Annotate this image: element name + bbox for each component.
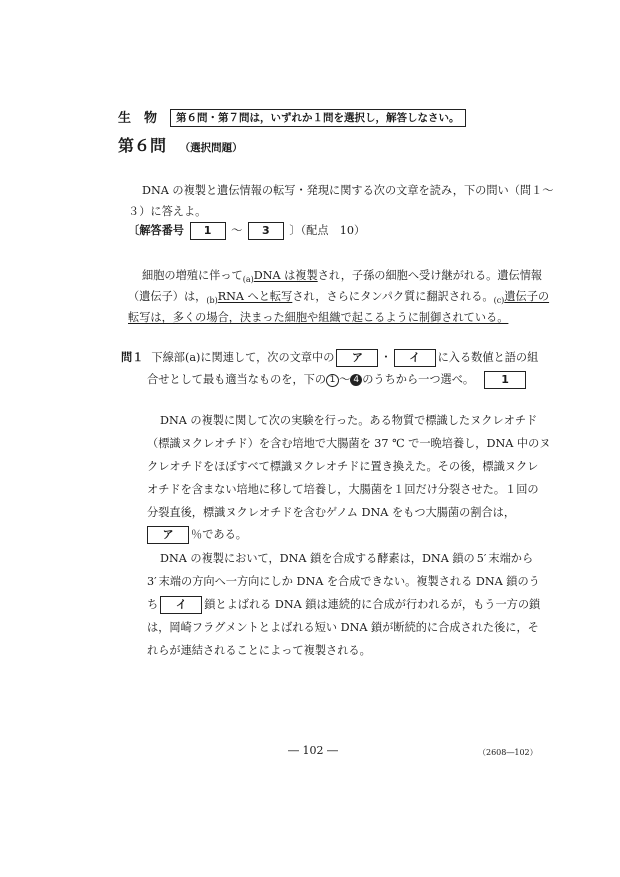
q1-text: に入る数値と語の組 <box>437 351 539 364</box>
q1-line-1 <box>121 349 538 367</box>
question-tag: （選択問題） <box>179 142 243 154</box>
underline-a: DNA は複製 <box>253 269 318 282</box>
passage-text: され，さらにタンパク質に翻訳される。 <box>292 290 494 303</box>
q1-line-2 <box>147 371 528 389</box>
body-text: 末端から <box>488 552 534 565</box>
passage-line-3 <box>128 309 508 325</box>
passage-text: され，子孫の細胞へ受け継がれる。遺伝情報 <box>317 269 543 282</box>
body-p1-line-5: 分裂直後，標識ヌクレオチドを含むゲノム DNA をもつ大腸菌の割合は， <box>147 506 516 519</box>
blank-i-box: イ <box>394 349 436 367</box>
body-p2-line-2 <box>147 573 540 589</box>
answer-range-tilde: ～ <box>231 224 243 237</box>
answer-box-1: 1 <box>190 222 226 240</box>
prime-five: 5′ <box>476 552 487 565</box>
subject-label: 生 物 <box>118 111 158 126</box>
body-p2-line-4: は，岡崎フラグメントとよばれる短い DNA 鎖が断続的に合成された後に，そ <box>147 621 539 634</box>
answer-range-prefix: 〔解答番号 <box>128 223 184 237</box>
body-text: ％である。 <box>191 528 247 541</box>
body-p2-line-3 <box>147 596 540 614</box>
page-number: ― 102 ― <box>288 744 338 757</box>
underline-c-continued: 転写は，多くの場合，決まった細胞や組織で起こるように制御されている。 <box>128 311 509 324</box>
intro-line-2: ３）に答えよ。 <box>128 205 207 218</box>
blank-i-inline-box: イ <box>160 596 202 614</box>
q1-text: のうちから一つ選べ。 <box>362 373 475 386</box>
body-p1-line-3: クレオチドをほぼすべて標識ヌクレオチドに置き換えた。その後，標識ヌクレ <box>147 460 539 473</box>
body-p1-line-6 <box>147 526 247 544</box>
answer-number-box: 1 <box>484 371 526 389</box>
passage-text: （遺伝子）は， <box>128 290 207 303</box>
underline-marker-a: (a) <box>242 275 254 284</box>
page-code: （2608―102） <box>478 748 538 757</box>
passage-line-2 <box>128 288 549 305</box>
question-number: 第６問 <box>118 136 167 155</box>
answer-box-3: 3 <box>248 222 284 240</box>
answer-range-suffix: 〕（配点 10） <box>289 224 366 237</box>
q1-label: 問１ <box>121 351 144 364</box>
q1-text: 下線部(a)に関連して，次の文章中の <box>151 351 335 364</box>
body-text: 鎖とよばれる DNA 鎖は連続的に合成が行われるが，もう一方の鎖 <box>204 598 541 611</box>
body-p2-line-5: れらが連結されることによって複製される。 <box>147 644 371 657</box>
question-title <box>118 133 243 156</box>
underline-c: 遺伝子の <box>504 290 550 303</box>
intro-line-1: DNA の複製と遺伝情報の転写・発現に関する次の文章を読み，下の問い（問１～ <box>142 184 554 197</box>
blank-a-box: ア <box>336 349 378 367</box>
q1-text: 合せとして最も適当なものを，下の <box>147 373 327 386</box>
body-text: DNA の複製において，DNA 鎖を合成する酵素は，DNA 鎖の <box>160 552 475 565</box>
body-p2-line-1 <box>160 550 533 566</box>
body-text: 末端の方向へ一方向にしか DNA を合成できない。複製される DNA 鎖のう <box>158 575 540 588</box>
body-text: ち <box>147 598 159 611</box>
passage-text: 細胞の増殖に伴って <box>142 269 243 282</box>
prime-three: 3′ <box>147 575 157 588</box>
body-p1-line-2: （標識ヌクレオチド）を含む培地で大腸菌を 37 ℃ で一晩培養し，DNA 中のヌ <box>147 437 551 450</box>
body-p1-line-4: オチドを含まない培地に移して培養し，大腸菌を１回だけ分裂させた。１回の <box>147 483 539 496</box>
underline-b: RNA へと転写 <box>217 290 293 303</box>
option-first-icon: 1 <box>326 374 339 387</box>
q1-separator: ・ <box>380 351 392 364</box>
passage-line-1 <box>142 267 542 284</box>
option-last-icon: 4 <box>350 374 362 386</box>
blank-a-inline-box: ア <box>147 526 189 544</box>
selection-instruction: 第６問・第７問は，いずれか１問を選択し，解答しなさい。 <box>170 109 466 127</box>
q1-text: ～ <box>339 373 351 386</box>
underline-marker-c: (c) <box>493 296 505 305</box>
answer-range <box>128 222 365 240</box>
underline-marker-b: (b) <box>206 296 218 305</box>
body-p1-line-1: DNA の複製に関して次の実験を行った。ある物質で標識したヌクレオチド <box>160 414 538 427</box>
selection-instruction-box <box>170 106 466 127</box>
